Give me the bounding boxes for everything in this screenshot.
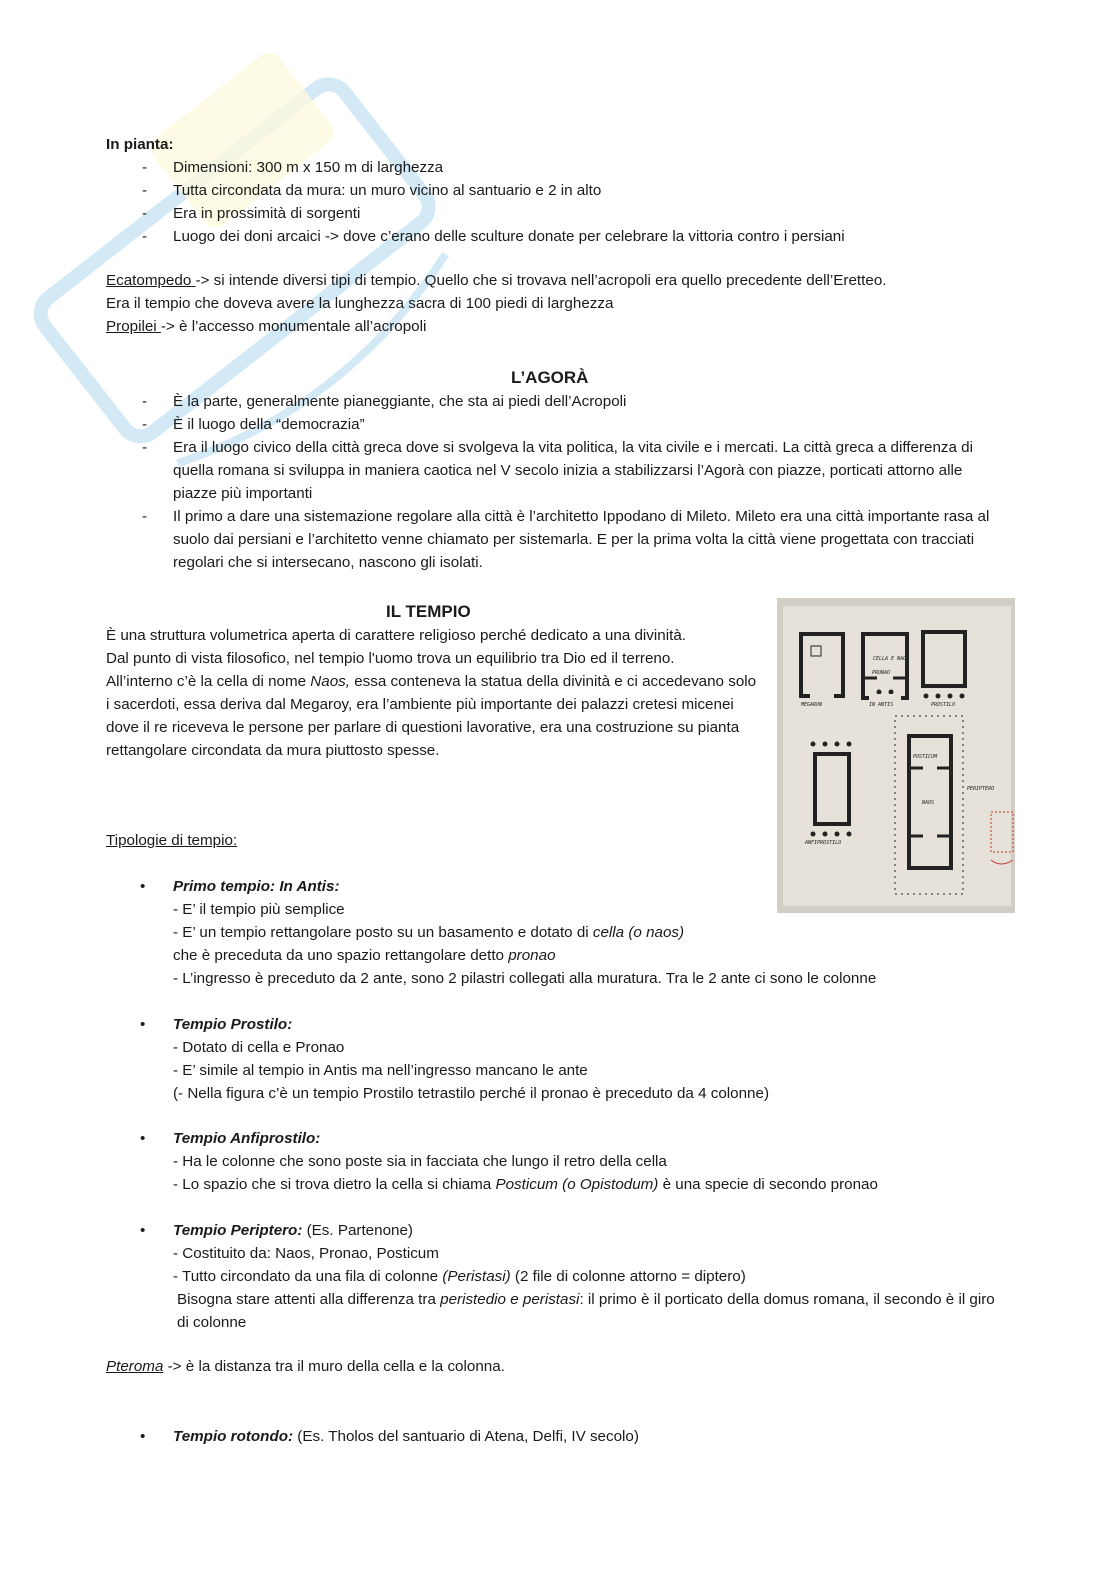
type-content: [140, 1219, 1000, 1334]
text-run-italic: (Peristasi): [442, 1268, 511, 1285]
pteroma-text: -> è la distanza tra il muro della cella e la colonna.: [163, 1358, 505, 1375]
naos-term: Naos,: [310, 673, 350, 690]
temple-plans-drawing: [777, 598, 1015, 913]
type-title: Tempio Periptero:: [173, 1222, 303, 1239]
type-line: - L’ingresso è preceduto da 2 ante, sono 2 pilastri collegati alla muratura. Tra le 2 ante ci sono le colonne: [173, 970, 877, 987]
list-item: - Era in prossimità di sorgenti: [106, 202, 1006, 225]
text-run-italic: pronao: [508, 947, 556, 964]
type-title: Tempio Anfiprostilo:: [173, 1130, 321, 1147]
text-run: Bisogna stare attenti alla differenza tra: [177, 1291, 441, 1308]
tipologie-heading: Tipologie di tempio:: [106, 832, 238, 849]
bullet-dot: •: [140, 1016, 146, 1033]
label-periptero: PERIPTERO: [967, 786, 995, 792]
type-title: Tempio rotondo:: [173, 1428, 294, 1445]
list-item: - Era il luogo civico della città greca dove si svolgeva la vita politica, la vita civile e i mercati. La città greca a differenza di quella romana si sviluppa in maniera caotica nel V secolo inizia a stabilizzarsi l’Agorà con piazze, porticati attorno alle piazze più importanti: [106, 436, 1006, 505]
label-in-antis: IN ANTIS: [869, 702, 894, 708]
type-in-antis: [140, 875, 1000, 990]
type-periptero: [140, 1219, 1000, 1334]
type-line: [173, 1173, 1000, 1196]
type-title-extra: (Es. Tholos del santuario di Atena, Delfi, IV secolo): [293, 1428, 639, 1445]
text-run: All’interno c’è la cella di nome: [106, 673, 311, 690]
in-pianta-list: [106, 156, 1006, 248]
ecatompedo-line: [106, 269, 1006, 292]
label-anfiprostilo: ANFIPROSTILO: [805, 840, 842, 846]
tempio-paragraph-1: È una struttura volumetrica aperta di carattere religioso perché dedicato a una divinità.: [106, 627, 686, 644]
type-line: [173, 944, 1000, 967]
list-item: - Il primo a dare una sistemazione regolare alla città è l’architetto Ippodano di Mileto. Mileto era una città importante rasa al suolo dai persiani e l’architetto venne chiamato per sistemarla. E per la prima volta la città viene progettata con tracciati regolari che si intersecano, nascono gli isolati.: [106, 505, 1006, 574]
type-title-line: [173, 1219, 1000, 1242]
bullet-dot: •: [140, 1130, 146, 1147]
type-content: [140, 1013, 1000, 1105]
definitions-section: [106, 269, 1006, 338]
tempio-paragraph-2: Dal punto di vista filosofico, nel tempio l'uomo trova un equilibrio tra Dio ed il terreno.: [106, 650, 675, 667]
type-line: - Ha le colonne che sono poste sia in facciata che lungo il retro della cella: [173, 1153, 667, 1170]
propilei-term: Propilei: [106, 318, 161, 335]
text-run-italic: cella (o naos): [592, 924, 685, 941]
text-run-italic: Posticum (o Opistodum): [495, 1176, 659, 1193]
ecatompedo-term: Ecatompedo: [106, 272, 196, 289]
type-title-extra: (Es. Partenone): [302, 1222, 413, 1239]
list-item: - Luogo dei doni arcaici -> dove c’erano delle sculture donate per celebrare la vittoria contro i persiani: [106, 225, 1006, 248]
type-content: [140, 875, 1000, 990]
tempio-title: IL TEMPIO: [386, 602, 471, 621]
type-line: [173, 1288, 997, 1334]
text-run: : il primo è il porticato della domus romana, il secondo è il giro di colonne: [177, 1291, 995, 1331]
text-run: essa conteneva la statua della divinità e ci accedevano solo i sacerdoti, essa deriva dal Megaroy, era l’ambiente più importante dei palazzi cretesi micenei dove il re riceveva le persone per parlare di questioni lavorative, era una costruzione su pianta rettangolare circondata da mura piuttosto spesse.: [106, 673, 757, 759]
text-run: - Tutto circondato da una fila di colonne: [173, 1268, 443, 1285]
list-item: - È il luogo della “democrazia”: [106, 413, 1006, 436]
temple-plans-figure: [777, 598, 1015, 913]
type-title-line: [173, 1425, 1000, 1448]
text-run: - Lo spazio che si trova dietro la cella si chiama: [173, 1176, 496, 1193]
type-line: - E’ il tempio più semplice: [173, 901, 345, 918]
text-run: (2 file di colonne attorno = diptero): [510, 1268, 746, 1285]
label-cella-naos: CELLA E NAOS: [873, 656, 910, 662]
text-run: - E’ un tempio rettangolare posto su un basamento e dotato di: [173, 924, 593, 941]
label-pronao: PRONAO: [872, 670, 891, 676]
list-item: - È la parte, generalmente pianeggiante, che sta ai piedi dell’Acropoli: [106, 390, 1006, 413]
type-content: [140, 1425, 1000, 1448]
tempio-paragraph-3: [106, 670, 761, 762]
in-pianta-heading: In pianta:: [106, 136, 174, 153]
type-line: - Dotato di cella e Pronao: [173, 1039, 345, 1056]
pteroma-term: Pteroma: [106, 1358, 164, 1375]
type-prostilo: [140, 1013, 1000, 1105]
in-pianta-section: [106, 133, 1006, 248]
label-megaron: MEGARON: [801, 702, 823, 708]
bullet-dot: •: [140, 1428, 146, 1445]
type-rotondo: [140, 1425, 1000, 1448]
agora-section: [106, 390, 1006, 574]
ecatompedo-text: -> si intende diversi tipi di tempio. Quello che si trovava nell’acropoli era quello precedente dell’Eretteo.: [195, 272, 887, 289]
text-run: è una specie di secondo pronao: [658, 1176, 878, 1193]
bullet-dot: •: [140, 878, 146, 895]
type-line: (- Nella figura c’è un tempio Prostilo tetrastilo perché il pronao è preceduto da 4 colonne): [173, 1085, 770, 1102]
type-title: Primo tempio: In Antis:: [173, 878, 340, 895]
type-line: [173, 1265, 1000, 1288]
text-run-italic: peristedio e peristasi: [440, 1291, 580, 1308]
propilei-line: [106, 315, 1006, 338]
text-run: che è preceduta da uno spazio rettangolare detto: [173, 947, 509, 964]
pteroma-line: [106, 1355, 1006, 1378]
type-content: [140, 1127, 1000, 1196]
type-anfiprostilo: [140, 1127, 1000, 1196]
list-item: - Tutta circondata da mura: un muro vicino al santuario e 2 in alto: [106, 179, 1006, 202]
list-item: - Dimensioni: 300 m x 150 m di larghezza: [106, 156, 1006, 179]
agora-title: L’AGORÀ: [511, 368, 589, 387]
type-line: - E’ simile al tempio in Antis ma nell’ingresso mancano le ante: [173, 1062, 588, 1079]
type-line: [173, 921, 1000, 944]
type-title: Tempio Prostilo:: [173, 1016, 293, 1033]
bullet-dot: •: [140, 1222, 146, 1239]
label-naos: NAOS: [922, 800, 935, 806]
agora-list: [106, 390, 1006, 574]
propilei-text: -> è l’accesso monumentale all’acropoli: [160, 318, 427, 335]
label-posticum: POSTICUM: [913, 754, 938, 760]
ecatompedo-line-2: Era il tempio che doveva avere la lunghezza sacra di 100 piedi di larghezza: [106, 295, 614, 312]
type-line: - Costituito da: Naos, Pronao, Posticum: [173, 1245, 439, 1262]
label-prostilo: PROSTILO: [931, 702, 956, 708]
tempio-intro: [106, 624, 761, 762]
